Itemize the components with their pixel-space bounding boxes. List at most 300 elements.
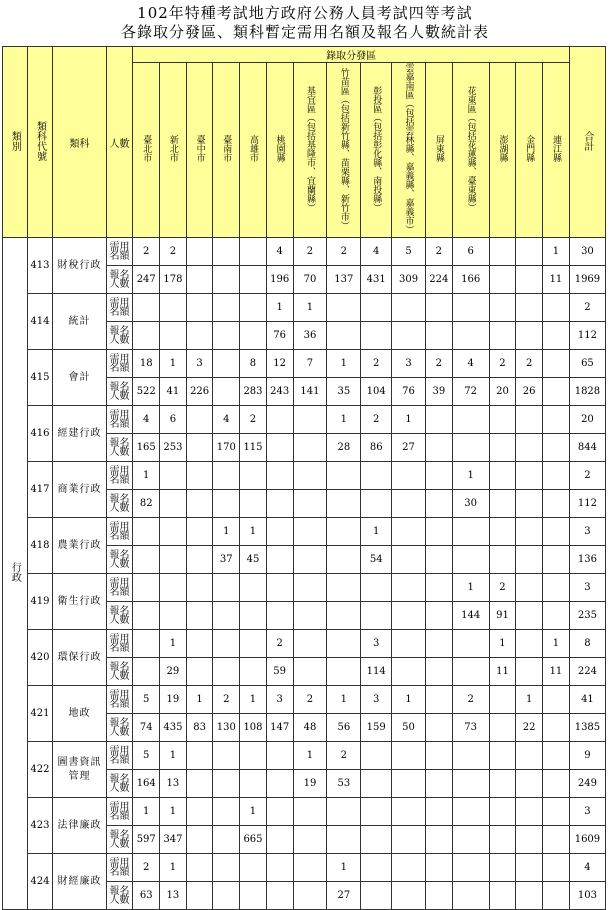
applicants-total: 112 [569,322,605,350]
applicants-value: 247 [133,266,160,294]
header-region-6: 基宜區（包括基隆市、宜蘭縣） [293,63,327,238]
header-region-9: 雲嘉南區（包括雲林縣、嘉義縣、嘉義市） [392,63,426,238]
demand-value: 5 [133,742,160,770]
applicants-value: 13 [160,882,187,910]
applicants-value [425,322,452,350]
applicants-value [489,546,516,574]
applicants-value [266,434,293,462]
applicants-value [186,826,213,854]
demand-value [425,294,452,322]
demand-value [516,518,543,546]
demand-value: 2 [293,238,327,266]
demand-value: 1 [160,350,187,378]
demand-total: 30 [569,238,605,266]
applicants-value [186,602,213,630]
applicants-value [213,826,240,854]
demand-value [266,462,293,490]
applicants-value [425,602,452,630]
applicants-value [516,882,543,910]
demand-value: 6 [452,238,489,266]
applicants-value [392,770,426,798]
demand-value: 1 [160,630,187,658]
applicants-value [489,490,516,518]
demand-value [133,574,160,602]
demand-value: 1 [133,798,160,826]
demand-value: 3 [266,686,293,714]
statistics-table [2,46,606,910]
demand-value [361,742,392,770]
demand-value [266,518,293,546]
table-row [3,630,606,658]
applicants-value [425,826,452,854]
applicants-total: 844 [569,434,605,462]
applicants-value [186,434,213,462]
demand-value [213,294,240,322]
demand-value [489,518,516,546]
applicants-value [425,882,452,910]
demand-value: 2 [361,350,392,378]
applicants-value [392,490,426,518]
applicants-value [392,322,426,350]
demand-value: 4 [266,238,293,266]
applicants-value: 283 [240,378,267,406]
applicants-value: 37 [213,546,240,574]
demand-value: 2 [133,854,160,882]
demand-total: 3 [569,574,605,602]
demand-total: 20 [569,406,605,434]
applicants-value [425,434,452,462]
demand-value [361,294,392,322]
header-region-13: 金門縣 [516,63,543,238]
applicants-value [361,322,392,350]
applicants-value: 309 [392,266,426,294]
applicants-total: 103 [569,882,605,910]
demand-value [240,574,267,602]
demand-value [240,742,267,770]
demand-value [425,518,452,546]
demand-value [327,294,361,322]
demand-value [213,238,240,266]
header-code: 類科代號 [27,47,53,238]
subject-name: 衛生行政 [53,574,106,630]
demand-value [425,742,452,770]
demand-value [489,854,516,882]
demand-value [452,518,489,546]
demand-total: 8 [569,630,605,658]
applicants-value [452,546,489,574]
applicants-value [543,602,570,630]
demand-value [266,574,293,602]
page-subtitle: 各錄取分發區、類科暫定需用名額及報名人數統計表 [120,23,489,41]
applicants-label: 報名人數 [106,714,133,742]
applicants-value [133,658,160,686]
applicants-value [452,658,489,686]
applicants-value: 22 [516,714,543,742]
subject-code: 416 [27,406,53,462]
demand-value: 4 [213,406,240,434]
demand-value [425,686,452,714]
applicants-value [240,658,267,686]
demand-value [327,518,361,546]
demand-value: 1 [293,294,327,322]
subject-name: 法律廉政 [53,798,106,854]
subject-code: 414 [27,294,53,350]
applicants-value [186,882,213,910]
demand-value [516,238,543,266]
applicants-value: 665 [240,826,267,854]
demand-value [543,686,570,714]
applicants-value: 19 [293,770,327,798]
header-region-11: 花東區（包括花蓮縣、臺東縣） [452,63,489,238]
applicants-value [266,770,293,798]
demand-value: 2 [489,574,516,602]
subject-code: 420 [27,630,53,686]
demand-value: 3 [186,350,213,378]
applicants-value: 435 [160,714,187,742]
demand-value [543,350,570,378]
applicants-value [425,490,452,518]
demand-value [543,574,570,602]
demand-value: 1 [160,798,187,826]
demand-label: 需用名額 [106,742,133,770]
demand-value [543,742,570,770]
applicants-value [361,490,392,518]
applicants-label: 報名人數 [106,826,133,854]
demand-value [543,406,570,434]
demand-total: 3 [569,518,605,546]
demand-value: 1 [392,686,426,714]
demand-value [516,742,543,770]
demand-value [133,518,160,546]
applicants-value [186,322,213,350]
table-row [3,350,606,378]
applicants-value: 164 [133,770,160,798]
header-total: 合計 [569,47,605,238]
demand-value: 2 [425,238,452,266]
applicants-value: 147 [266,714,293,742]
demand-value [543,462,570,490]
header-region-3: 臺南市 [213,63,240,238]
demand-value [452,742,489,770]
applicants-value [133,602,160,630]
applicants-value: 431 [361,266,392,294]
applicants-value [516,434,543,462]
applicants-value [425,714,452,742]
applicants-value [452,882,489,910]
demand-value [516,462,543,490]
applicants-value [266,546,293,574]
demand-value [186,238,213,266]
applicants-value: 56 [327,714,361,742]
applicants-value [327,490,361,518]
demand-total: 41 [569,686,605,714]
applicants-value [361,882,392,910]
demand-value [213,742,240,770]
demand-value: 12 [266,350,293,378]
applicants-value [452,770,489,798]
demand-value [361,574,392,602]
applicants-value [452,322,489,350]
demand-value: 1 [361,518,392,546]
applicants-value [186,490,213,518]
subject-name: 統計 [53,294,106,350]
applicants-value: 76 [266,322,293,350]
demand-value [186,854,213,882]
applicants-value [293,546,327,574]
page-title: 102年特種考試地方政府公務人員考試四等考試 [137,4,473,22]
applicants-value [327,322,361,350]
applicants-value [425,770,452,798]
demand-label: 需用名額 [106,574,133,602]
demand-value: 1 [213,518,240,546]
demand-value [186,518,213,546]
applicants-value: 54 [361,546,392,574]
applicants-value: 39 [425,378,452,406]
demand-value: 2 [516,350,543,378]
applicants-value: 82 [133,490,160,518]
demand-value [489,238,516,266]
demand-total: 9 [569,742,605,770]
demand-value: 1 [489,630,516,658]
demand-value: 1 [452,574,489,602]
header-region-4: 高雄市 [240,63,267,238]
applicants-value [213,266,240,294]
demand-value [186,742,213,770]
subject-code: 415 [27,350,53,406]
demand-value [489,294,516,322]
table-row [3,518,606,546]
category-cell: 行政 [3,238,28,910]
header-region-2: 臺中市 [186,63,213,238]
applicants-value: 144 [452,602,489,630]
applicants-value [133,546,160,574]
demand-value [543,518,570,546]
demand-value [266,406,293,434]
applicants-value: 53 [327,770,361,798]
demand-value [452,406,489,434]
applicants-value: 108 [240,714,267,742]
applicants-value: 72 [452,378,489,406]
demand-value: 2 [361,406,392,434]
demand-value: 1 [266,294,293,322]
applicants-value [213,882,240,910]
demand-value [489,462,516,490]
table-row [3,294,606,322]
applicants-value: 170 [213,434,240,462]
applicants-value [327,546,361,574]
demand-value [213,630,240,658]
demand-value: 2 [293,686,327,714]
applicants-value: 165 [133,434,160,462]
applicants-value: 83 [186,714,213,742]
applicants-value: 178 [160,266,187,294]
demand-value [489,742,516,770]
applicants-value: 35 [327,378,361,406]
demand-value: 19 [160,686,187,714]
demand-value [293,630,327,658]
applicants-value [293,490,327,518]
applicants-label: 報名人數 [106,378,133,406]
applicants-value: 73 [452,714,489,742]
demand-value: 1 [240,518,267,546]
applicants-value [213,770,240,798]
applicants-value [425,546,452,574]
applicants-value [213,378,240,406]
demand-total: 3 [569,798,605,826]
subject-name: 財經廉政 [53,854,106,910]
applicants-value [186,266,213,294]
demand-value [240,294,267,322]
demand-label: 需用名額 [106,350,133,378]
header-region-5: 桃園縣 [266,63,293,238]
demand-value [392,854,426,882]
table-row [3,574,606,602]
demand-value: 4 [133,406,160,434]
applicants-value [392,882,426,910]
demand-label: 需用名額 [106,798,133,826]
applicants-total: 249 [569,770,605,798]
applicants-value: 48 [293,714,327,742]
demand-value [213,574,240,602]
demand-value [266,798,293,826]
subject-name: 環保行政 [53,630,106,686]
applicants-value [240,882,267,910]
applicants-value [240,490,267,518]
applicants-value [327,602,361,630]
applicants-total: 1385 [569,714,605,742]
applicants-value: 243 [266,378,293,406]
applicants-value [266,602,293,630]
demand-value: 1 [186,686,213,714]
applicants-value [516,770,543,798]
applicants-value: 20 [489,378,516,406]
demand-value [186,798,213,826]
demand-value [452,854,489,882]
applicants-value: 226 [186,378,213,406]
demand-value [543,854,570,882]
demand-value [160,294,187,322]
demand-value [240,854,267,882]
applicants-value [543,434,570,462]
demand-total: 2 [569,294,605,322]
demand-value [213,462,240,490]
applicants-total: 136 [569,546,605,574]
demand-value [293,854,327,882]
demand-total: 65 [569,350,605,378]
demand-value: 2 [452,686,489,714]
demand-value [240,238,267,266]
applicants-value [516,546,543,574]
applicants-value [293,602,327,630]
applicants-value [489,770,516,798]
applicants-value [186,546,213,574]
applicants-value: 597 [133,826,160,854]
applicants-value [213,322,240,350]
applicants-value [516,658,543,686]
demand-value: 1 [327,854,361,882]
applicants-value [543,770,570,798]
applicants-value [293,434,327,462]
demand-value [327,798,361,826]
demand-value: 2 [425,350,452,378]
applicants-total: 112 [569,490,605,518]
applicants-label: 報名人數 [106,546,133,574]
subject-name: 經建行政 [53,406,106,462]
demand-value [361,798,392,826]
demand-value [327,574,361,602]
applicants-value [489,322,516,350]
demand-value [160,574,187,602]
applicants-value [489,714,516,742]
demand-label: 需用名額 [106,406,133,434]
applicants-total: 1609 [569,826,605,854]
table-row [3,854,606,882]
demand-value [293,518,327,546]
demand-value: 1 [392,406,426,434]
demand-value: 4 [361,238,392,266]
subject-name: 農業行政 [53,518,106,574]
demand-value [361,462,392,490]
demand-value: 1 [452,462,489,490]
applicants-value [327,658,361,686]
applicants-label: 報名人數 [106,658,133,686]
applicants-value: 11 [543,266,570,294]
table-row [3,742,606,770]
applicants-value [240,266,267,294]
header-region-10: 屏東縣 [425,63,452,238]
demand-value [516,630,543,658]
demand-value [293,406,327,434]
applicants-value [240,602,267,630]
applicants-value [452,434,489,462]
applicants-value: 253 [160,434,187,462]
applicants-value [293,826,327,854]
subject-code: 417 [27,462,53,518]
demand-value: 18 [133,350,160,378]
demand-value: 6 [160,406,187,434]
demand-label: 需用名額 [106,854,133,882]
demand-value [327,630,361,658]
applicants-value: 36 [293,322,327,350]
demand-value [425,574,452,602]
demand-value: 2 [327,238,361,266]
table-row [3,238,606,266]
subject-name: 會計 [53,350,106,406]
applicants-total: 235 [569,602,605,630]
applicants-label: 報名人數 [106,770,133,798]
demand-value [266,742,293,770]
applicants-value [516,266,543,294]
applicants-value: 130 [213,714,240,742]
applicants-value [543,882,570,910]
demand-value [425,854,452,882]
demand-value [516,798,543,826]
applicants-value [516,826,543,854]
subject-name: 圖書資訊管理 [53,742,106,798]
applicants-value: 91 [489,602,516,630]
demand-value [452,630,489,658]
demand-value: 2 [240,406,267,434]
demand-value [186,574,213,602]
applicants-value: 28 [327,434,361,462]
applicants-label: 報名人數 [106,882,133,910]
demand-value [516,294,543,322]
demand-value: 8 [240,350,267,378]
header-region-8: 彰投區（包括彰化縣、南投縣） [361,63,392,238]
demand-value: 2 [133,238,160,266]
applicants-value [543,546,570,574]
demand-value [516,854,543,882]
